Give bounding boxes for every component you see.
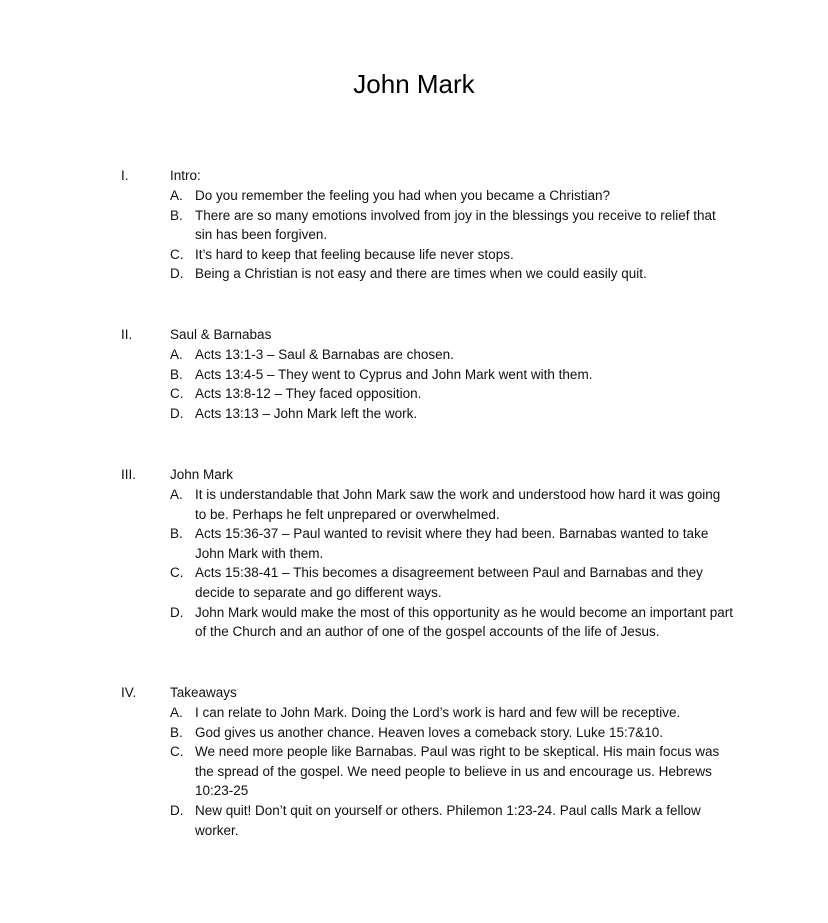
item-text: There are so many emotions involved from joy in the blessings you receive to relief that sin has been forgiven. [195,207,716,243]
item-text: Acts 13:13 – John Mark left the work. [195,405,418,421]
section-numeral: IV. [121,685,137,700]
item-letter: B. [170,366,183,382]
section-heading: Intro: [170,168,201,183]
item-text: I can relate to John Mark. Doing the Lord’s work is hard and few will be receptive. [195,705,681,720]
list-item [170,365,735,385]
item-text: New quit! Don’t quit on yourself or others. Philemon 1:23-24. Paul calls Mark a fellow worker. [195,802,701,838]
item-letter: C. [170,565,184,581]
list-item [170,524,735,563]
list-item [170,703,735,723]
section-items [170,186,735,284]
item-letter: D. [170,405,184,421]
item-letter: D. [170,802,184,818]
item-letter: B. [170,724,183,740]
section-heading: Takeaways [170,685,237,700]
list-item [170,186,735,206]
item-text: It is understandable that John Mark saw the work and understood how hard it was going to be. Perhaps he felt unprepared or overwhelmed. [195,487,721,522]
section-numeral: II. [121,327,133,342]
item-letter: B. [170,526,183,542]
section-items [170,345,735,423]
list-item [170,603,735,642]
item-text: Acts 13:1-3 – Saul & Barnabas are chosen. [195,347,454,362]
item-letter: A. [170,487,183,502]
item-letter: C. [170,386,184,402]
list-item [170,245,735,265]
item-text: Acts 13:8-12 – They faced opposition. [195,386,422,402]
list-item [170,563,735,602]
item-letter: B. [170,207,183,223]
list-item [170,264,735,284]
page-title: John Mark [353,69,475,99]
section-heading: John Mark [170,467,234,482]
list-item [170,801,735,840]
item-text: We need more people like Barnabas. Paul was right to be skeptical. His main focus was the spread of the gospel. We need people to believe in us and encourage us. Hebrews 10:23-25 [195,744,720,799]
item-text: John Mark would make the most of this opportunity as he would become an important part of the Church and an author of one of the gospel accounts of the life of Jesus. [195,604,734,640]
list-item [170,345,735,365]
item-text: Do you remember the feeling you had when you became a Christian? [195,188,610,203]
item-letter: D. [170,604,184,620]
section-numeral: I. [121,168,129,183]
item-text: It’s hard to keep that feeling because life never stops. [195,246,514,262]
list-item [170,404,735,424]
item-text: Acts 13:4-5 – They went to Cyprus and John Mark went with them. [195,366,593,382]
item-letter: D. [170,266,184,282]
item-letter: A. [170,347,183,362]
list-item [170,723,735,743]
list-item [170,485,735,524]
item-letter: A. [170,705,183,720]
item-text: God gives us another chance. Heaven loves a comeback story. Luke 15:7&10. [195,724,664,740]
section-numeral: III. [121,467,137,482]
list-item [170,384,735,404]
item-letter: C. [170,744,184,760]
section-heading: Saul & Barnabas [170,327,272,342]
item-letter: A. [170,188,183,203]
list-item [170,206,735,245]
list-item [170,742,735,801]
item-text: Acts 15:36-37 – Paul wanted to revisit where they had been. Barnabas wanted to take John Mark with them. [195,526,709,561]
item-text: Acts 15:38-41 – This becomes a disagreement between Paul and Barnabas and they decide to separate and go different ways. [195,565,703,600]
item-text: Being a Christian is not easy and there are times when we could easily quit. [195,266,647,282]
section-items [170,703,735,840]
section-items [170,485,735,642]
item-letter: C. [170,246,184,262]
